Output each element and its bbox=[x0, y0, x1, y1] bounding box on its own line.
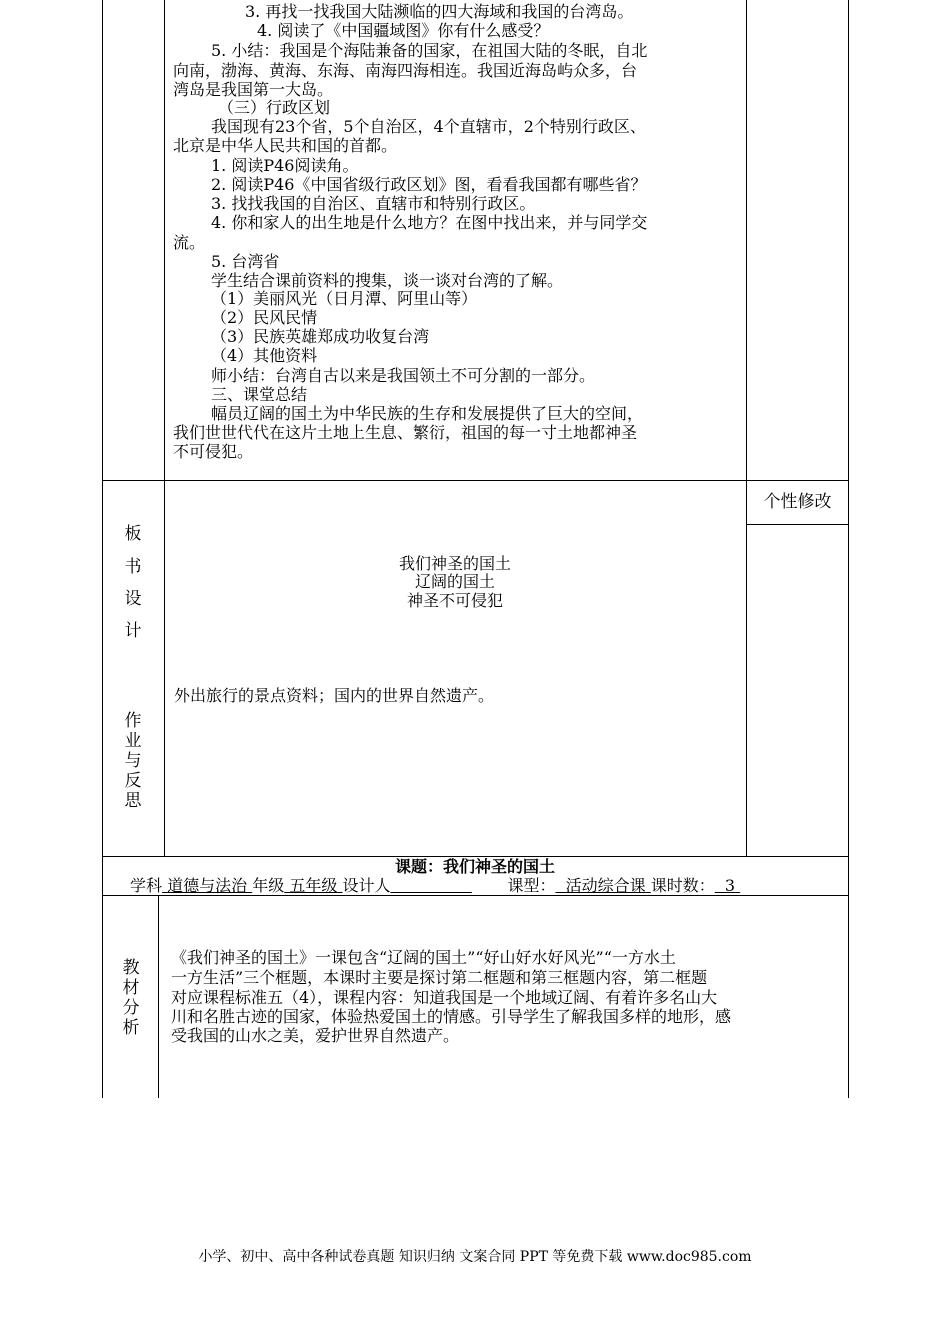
hours-label: 课时数： bbox=[650, 876, 715, 895]
type-value: 活动综合课 bbox=[565, 876, 646, 895]
label-char: 设 bbox=[124, 589, 142, 609]
subject-label: 学科 bbox=[130, 876, 163, 895]
text-line: （1）美丽风光（日月潭、阿里山等） bbox=[211, 289, 478, 308]
row-divider-material bbox=[102, 895, 849, 896]
lesson-info-row bbox=[130, 877, 740, 895]
text-line: （3）民族英雄郑成功收复台湾 bbox=[211, 327, 430, 346]
text-line: 北京是中华人民共和国的首都。 bbox=[173, 136, 398, 155]
board-line: 我们神圣的国土 bbox=[398, 554, 511, 573]
designer-label: 设计人 bbox=[342, 876, 391, 895]
edit-column-divider bbox=[746, 0, 747, 856]
text-line: 3. 找找我国的自治区、直辖市和特别行政区。 bbox=[211, 194, 536, 213]
text-line: 川和名胜古迹的国家，体验热爱国土的情感。引导学生了解我国多样的地形，感 bbox=[171, 1007, 732, 1026]
table-right-border bbox=[848, 0, 849, 1098]
label-char: 析 bbox=[122, 1018, 140, 1038]
label-char: 业 bbox=[124, 731, 142, 751]
lesson-title: 课题：我们神圣的国土 bbox=[394, 857, 555, 876]
text-line: 学生结合课前资料的搜集，谈一谈对台湾的了解。 bbox=[211, 271, 564, 290]
text-line: 流。 bbox=[173, 233, 206, 252]
table-left-border bbox=[102, 0, 103, 1098]
text-line: （三）行政区划 bbox=[218, 98, 331, 117]
text-line: 湾岛是我国第一大岛。 bbox=[173, 80, 334, 99]
text-line: 我们世世代代在这片土地上生息、繁衍，祖国的每一寸土地都神圣 bbox=[173, 423, 638, 442]
text-line: 5. 小结：我国是个海陆兼备的国家，在祖国大陆的冬眠，自北 bbox=[211, 41, 648, 60]
designer-value bbox=[390, 876, 471, 895]
board-line: 神圣不可侵犯 bbox=[406, 591, 503, 610]
text-line: 对应课程标准五（4），课程内容：知道我国是一个地域辽阔、有着许多名山大 bbox=[171, 988, 718, 1007]
text-line: 4. 你和家人的出生地是什么地方？在图中找出来，并与同学交 bbox=[211, 213, 648, 232]
page-footer: 小学、初中、高中各种试卷真题 知识归纳 文案合同 PPT 等免费下载 www.doc985.com bbox=[198, 1249, 752, 1265]
label-char: 书 bbox=[124, 557, 142, 577]
label-char: 板 bbox=[124, 524, 142, 544]
label-char: 分 bbox=[122, 998, 140, 1018]
text-line: 3. 再找一找我国大陆濒临的四大海域和我国的台湾岛。 bbox=[245, 2, 634, 21]
label-char: 计 bbox=[124, 621, 142, 641]
label-char: 教 bbox=[122, 958, 140, 978]
text-line: 师小结：台湾自古以来是我国领土不可分割的一部分。 bbox=[211, 366, 596, 385]
grade-label: 年级 bbox=[252, 876, 285, 895]
text-line: 一方生活”三个框题，本课时主要是探讨第二框题和第三框题内容，第二框题 bbox=[171, 968, 708, 987]
text-line: 受我国的山水之美，爱护世界自然遗产。 bbox=[171, 1026, 460, 1045]
text-line: 5. 台湾省 bbox=[211, 252, 280, 271]
homework-text: 外出旅行的景点资料；国内的世界自然遗产。 bbox=[174, 686, 495, 705]
text-line: 不可侵犯。 bbox=[173, 442, 254, 461]
label-char: 材 bbox=[122, 978, 140, 998]
text-line: 向南，渤海、黄海、东海、南海四海相连。我国近海岛屿众多，台 bbox=[173, 61, 638, 80]
text-line: 《我们神圣的国土》一课包含“辽阔的国土”“好山好水好风光”“一方水土 bbox=[171, 948, 676, 967]
board-line: 辽阔的国土 bbox=[414, 572, 495, 591]
label-char: 与 bbox=[124, 751, 142, 771]
grade-value: 五年级 bbox=[289, 876, 338, 895]
label-char: 思 bbox=[124, 791, 142, 811]
label-char: 反 bbox=[124, 771, 142, 791]
type-label: 课型： bbox=[507, 876, 556, 895]
subject-value: 道德与法治 bbox=[167, 876, 248, 895]
text-line: 4. 阅读了《中国疆域图》你有什么感受？ bbox=[257, 21, 550, 40]
text-line: 2. 阅读P46《中国省级行政区划》图，看看我国都有哪些省？ bbox=[211, 175, 647, 194]
label-column-divider bbox=[164, 0, 165, 856]
text-line: 1. 阅读P46阅读角。 bbox=[211, 156, 359, 175]
label-char: 作 bbox=[124, 711, 142, 731]
text-line: 幅员辽阔的国土为中华民族的生存和发展提供了巨大的空间， bbox=[211, 404, 644, 423]
personal-edit-label: 个性修改 bbox=[763, 492, 832, 512]
text-line: 我国现有23个省，5个自治区，4个直辖市，2个特别行政区、 bbox=[211, 117, 646, 136]
text-line: （2）民风民情 bbox=[211, 308, 318, 327]
edit-cell-divider bbox=[746, 524, 849, 525]
hours-value: 3 bbox=[724, 876, 736, 895]
text-line: 三、课堂总结 bbox=[211, 385, 308, 404]
text-line: （4）其他资料 bbox=[211, 346, 318, 365]
row-divider-board bbox=[102, 480, 849, 481]
material-column-divider bbox=[158, 895, 159, 1098]
